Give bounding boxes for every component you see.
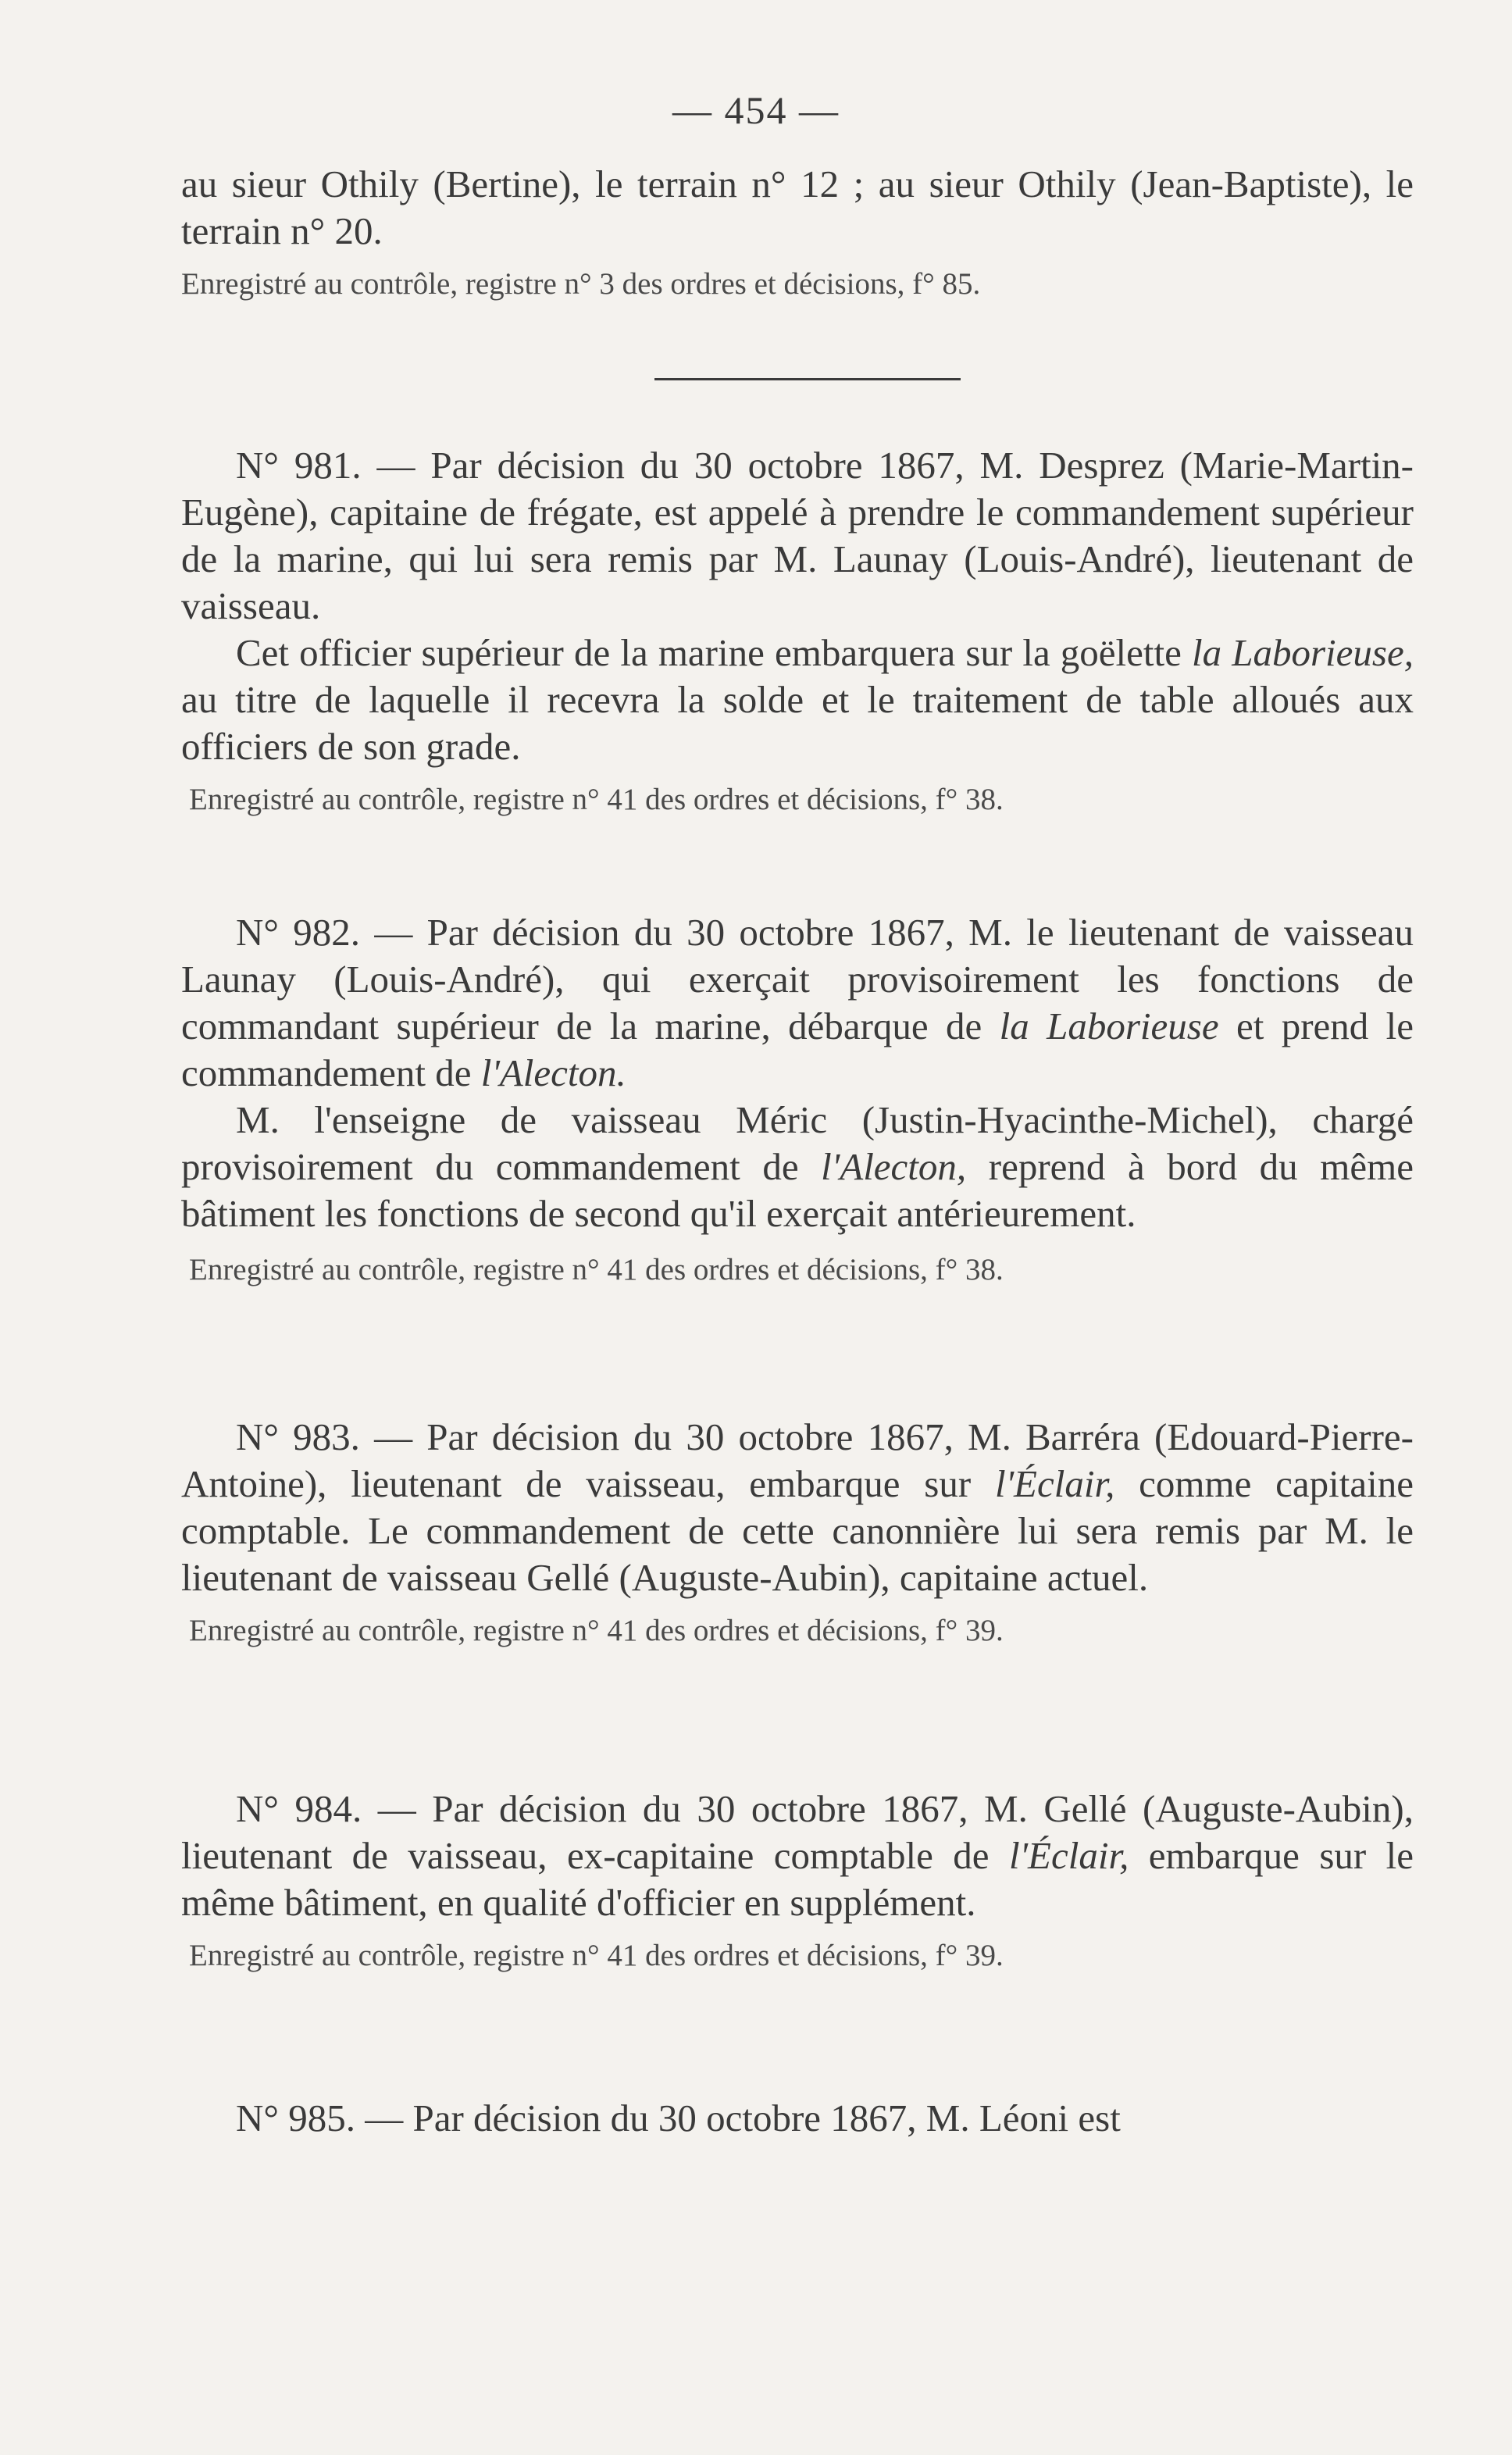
entry-981-text-a: Cet officier supérieur de la marine embarquera sur la goëlette — [236, 631, 1193, 674]
entry-984-text-a: N° 984. — Par décision du 30 octobre 1867, M. Gellé (Auguste-Aubin), lieutenant de vaisseau, ex-capitaine comptable de — [181, 1787, 1414, 1877]
entry-983 — [181, 1414, 1414, 1650]
entry-983-text-b: comme capitaine comptable. Le commandement de cette canonnière lui sera remis par M. le lieutenant de vaisseau Gellé (Auguste-Aubin), capitaine actuel. — [181, 1462, 1414, 1599]
ship-name-alecton: l'Alecton, — [821, 1145, 967, 1188]
entry-982-paragraph — [181, 909, 1414, 1097]
entry-982-text-c: M. l'enseigne de vaisseau Méric (Justin-Hyacinthe-Michel), chargé provisoirement du commandement de — [181, 1098, 1414, 1188]
entry-984-text-b: embarque sur le même bâtiment, en qualité d'officier en supplément. — [181, 1834, 1414, 1924]
ship-name-alecton: l'Alecton. — [480, 1051, 626, 1094]
entry-982-text-d: reprend à bord du même bâtiment les fonctions de second qu'il exerçait antérieurement. — [181, 1145, 1414, 1235]
entry-985 — [181, 2095, 1414, 2142]
entry-981-paragraph: N° 981. — Par décision du 30 octobre 1867, M. Desprez (Marie-Martin-Eugène), capitaine de frégate, est appelé à prendre le commandement supérieur de la marine, qui lui sera remis par M. Launay (Louis-André), lieutenant de vaisseau. — [181, 444, 1414, 627]
entry-983-paragraph — [181, 1414, 1414, 1601]
section-divider — [654, 378, 961, 380]
ship-name-eclair: l'Éclair, — [994, 1462, 1115, 1505]
entry-984-registration: Enregistré au contrôle, registre n° 41 des ordres et décisions, f° 39. — [189, 1939, 1004, 1972]
entry-985-paragraph: N° 985. — Par décision du 30 octobre 1867, M. Léoni est — [236, 2096, 1121, 2139]
intro-paragraph: au sieur Othily (Bertine), le terrain n° 12 ; au sieur Othily (Jean-Baptiste), le terrain n° 20. — [181, 162, 1414, 252]
entry-982-registration: Enregistré au contrôle, registre n° 41 des ordres et décisions, f° 38. — [189, 1253, 1004, 1286]
ship-name-laborieuse: la Laborieuse — [999, 1004, 1219, 1047]
entry-983-registration: Enregistré au contrôle, registre n° 41 des ordres et décisions, f° 39. — [189, 1614, 1004, 1647]
entry-982-paragraph-2 — [181, 1097, 1414, 1237]
entry-983-text-a: N° 983. — Par décision du 30 octobre 1867, M. Barréra (Edouard-Pierre-Antoine), lieutenant de vaisseau, embarque sur — [181, 1415, 1414, 1505]
entry-984-paragraph — [181, 1786, 1414, 1926]
entry-982 — [181, 909, 1414, 1289]
ship-name-laborieuse: la Laborieuse, — [1192, 631, 1414, 674]
ship-name-eclair: l'Éclair, — [1008, 1834, 1129, 1877]
entry-981 — [181, 442, 1414, 819]
intro-registration: Enregistré au contrôle, registre n° 3 des ordres et décisions, f° 85. — [181, 267, 981, 301]
entry-981-paragraph-2 — [181, 630, 1414, 770]
entry-981-text-b: au titre de laquelle il recevra la solde et le traitement de table alloués aux officiers de son grade. — [181, 678, 1414, 768]
intro-block — [181, 161, 1414, 303]
page-number: — 454 — — [672, 88, 840, 132]
entry-981-registration: Enregistré au contrôle, registre n° 41 des ordres et décisions, f° 38. — [189, 783, 1004, 816]
entry-982-text-a: N° 982. — Par décision du 30 octobre 1867, M. le lieutenant de vaisseau Launay (Louis-André), qui exerçait provisoirement les fonctions de commandant supérieur de la marine, débarque de — [181, 911, 1414, 1047]
entry-984 — [181, 1786, 1414, 1975]
entry-982-text-b: et prend le commandement de — [181, 1004, 1414, 1094]
